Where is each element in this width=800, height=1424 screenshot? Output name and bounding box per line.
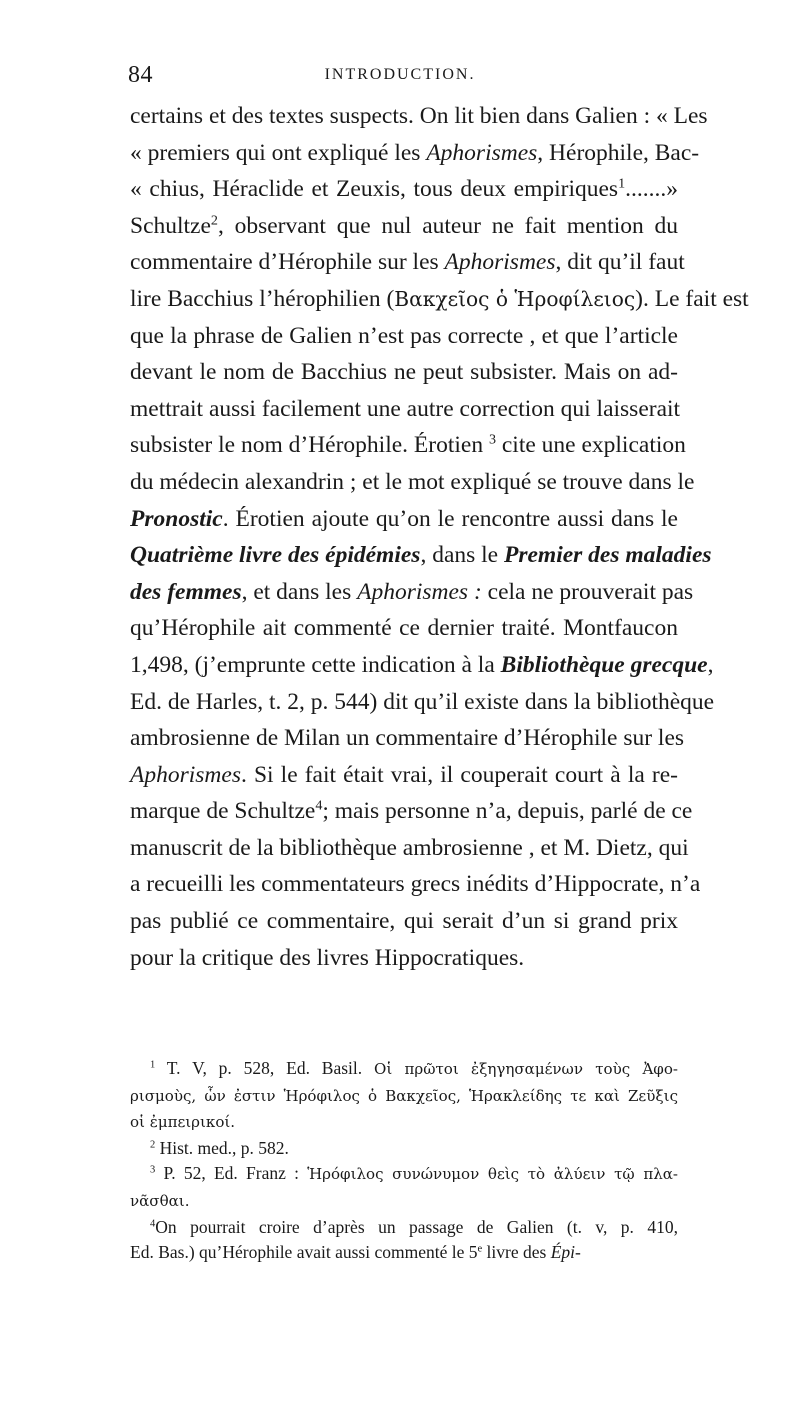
footnote-mark: 2 bbox=[150, 1139, 156, 1151]
main-text bbox=[130, 98, 749, 976]
footnote-4-cont: Ed. Bas.) qu’Hérophile avait aussi commenté le 5e livre des Épi- bbox=[130, 1242, 581, 1263]
emphasis-epi: Épi- bbox=[550, 1242, 581, 1263]
footnote-ref-2: 2 bbox=[210, 212, 218, 229]
text-line: pour la critique des livres Hippocratiques. bbox=[130, 944, 525, 971]
emphasis-quatrieme-livre: Quatrième livre des épidémies bbox=[130, 542, 421, 569]
emphasis-bibliotheque-grecque: Bibliothèque grecque bbox=[500, 651, 708, 678]
footnote-ref-3: 3 bbox=[488, 431, 496, 448]
text-line: mettrait aussi facilement une autre correction qui laisserait bbox=[130, 395, 681, 422]
emphasis-aphorismes: Aphorismes bbox=[130, 761, 241, 788]
text-line: Ed. de Harles, t. 2, p. 544) dit qu’il existe dans la bibliothèque bbox=[130, 688, 715, 715]
footnote-mark: 3 bbox=[150, 1165, 156, 1177]
text-line: Schultze$^2$, observant que nul auteur ne fait mention du bbox=[130, 212, 678, 239]
text-line: a recueilli les commentateurs grecs inédits d’Hippocrate, n’a bbox=[130, 871, 701, 898]
text-line: manuscrit de la bibliothèque ambrosienne , et M. Dietz, qui bbox=[130, 834, 689, 861]
text-line: subsister le nom d’Hérophile. Érotien $^3$ cite une explication bbox=[130, 431, 686, 459]
text-line: ambrosienne de Milan un commentaire d’Hérophile sur les bbox=[130, 725, 685, 752]
text-line: des femmes, et dans les Aphorismes : cela ne prouverait pas bbox=[130, 578, 694, 605]
emphasis-pronostic: Pronostic bbox=[130, 505, 223, 532]
running-title: INTRODUCTION. bbox=[324, 66, 476, 83]
footnote-mark: 1 bbox=[150, 1059, 156, 1071]
footnote-mark: 4 bbox=[150, 1218, 156, 1230]
text-line: Pronostic. Érotien ajoute qu’on le rencontre aussi dans le bbox=[130, 505, 678, 532]
footnote-1-cont bbox=[130, 1083, 678, 1110]
footnote-3-cont bbox=[130, 1188, 678, 1215]
greek-quote: ρισμοὺς, ὧν ἐστιν Ἡρόφιλος ὁ Βακχεῖος, Ἡρακλείδης τε καὶ Ζεῦξις bbox=[130, 1086, 678, 1105]
emphasis-aphorismes: Aphorismes : bbox=[357, 578, 482, 605]
text-line: « chius, Héraclide et Zeuxis, tous deux empiriques$^1$.......» bbox=[130, 175, 678, 203]
text-line: qu’Hérophile ait commenté ce dernier traité. Montfaucon bbox=[130, 615, 678, 642]
emphasis-aphorismes: Aphorismes bbox=[444, 249, 556, 276]
footnote-3: $^3$ P. 52, Ed. Franz : Ἡρόφιλος συνώνυμον θεὶς τὸ ἀλύειν τῷ πλα- bbox=[150, 1163, 678, 1184]
greek-phrase: Βακχεῖος ὁ Ἡροφίλειος bbox=[394, 286, 636, 311]
text-line: 1,498, (j’emprunte cette indication à la Bibliothèque grecque, bbox=[130, 651, 714, 678]
page-number: 84 bbox=[128, 62, 153, 88]
text-line: commentaire d’Hérophile sur les Aphorismes, dit qu’il faut bbox=[130, 249, 685, 276]
text-line: Aphorismes. Si le fait était vrai, il couperait court à la re- bbox=[130, 761, 678, 788]
text-line: devant le nom de Bacchius ne peut subsister. Mais on ad- bbox=[130, 359, 678, 386]
text-line: lire Bacchius l’hérophilien (Βακχεῖος ὁ Ἡροφίλειος). Le fait est bbox=[130, 285, 749, 312]
text-line: « premiers qui ont expliqué les Aphorismes, Hérophile, Bac- bbox=[130, 139, 700, 166]
greek-quote: Οἱ πρῶτοι ἐξηγησαμένων τοὺς Ἀφο- bbox=[373, 1060, 678, 1078]
text-line: que la phrase de Galien n’est pas correcte , et que l’article bbox=[130, 322, 678, 349]
text-line: du médecin alexandrin ; et le mot expliqué se trouve dans le bbox=[130, 468, 695, 495]
footnote-ref-1: 1 bbox=[618, 175, 626, 192]
text-line: Quatrième livre des épidémies, dans le Premier des maladies bbox=[130, 542, 712, 569]
footnote-2: $^2$ Hist. med., p. 582. bbox=[150, 1137, 289, 1158]
text-line: pas publié ce commentaire, qui serait d’un si grand prix bbox=[130, 908, 678, 935]
footnote-4: $^4$On pourrait croire d’après un passage de Galien (t. v, p. 410, bbox=[150, 1216, 678, 1237]
greek-quote: νᾶσθαι. bbox=[130, 1191, 190, 1210]
greek-quote: Ἡρόφιλος συνώνυμον θεὶς τὸ ἀλύειν τῷ πλα- bbox=[307, 1165, 678, 1184]
footnote-1: $^1$ T. V, p. 528, Ed. Basil. Οἱ πρῶτοι ἐξηγησαμένων τοὺς Ἀφο- bbox=[150, 1058, 678, 1078]
emphasis-aphorismes: Aphorismes bbox=[426, 139, 538, 166]
emphasis-premier-des-maladies: Premier des maladies bbox=[503, 542, 712, 569]
text-line: certains et des textes suspects. On lit bien dans Galien : « Les bbox=[130, 103, 708, 129]
greek-quote: οἱ ἐμπειρικοί. bbox=[130, 1113, 236, 1132]
footnote-1-cont bbox=[130, 1109, 678, 1136]
text-line: marque de Schultze$^4$; mais personne n’a, depuis, parlé de ce bbox=[130, 797, 693, 825]
emphasis-des-femmes: des femmes bbox=[130, 578, 242, 605]
footnote-ref-4: 4 bbox=[315, 797, 323, 814]
footnotes bbox=[130, 1056, 678, 1266]
